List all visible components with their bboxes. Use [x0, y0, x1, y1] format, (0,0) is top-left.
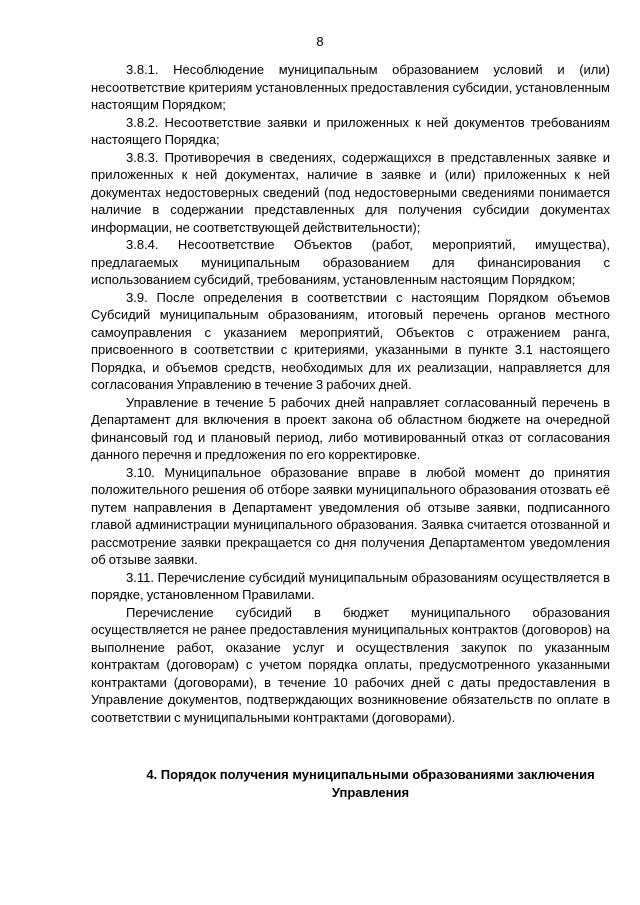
paragraph-upravlenie: Управление в течение 5 рабочих дней направляет согласованный перечень в Департамент для включения в проект закона об областном бюджете на очередной финансовый год и плановый период, либо мотивированный отказ от согласования данного перечня и предложения по его корректировке. [91, 394, 610, 462]
paragraph-perechislenie: Перечисление субсидий в бюджет муниципального образования осуществляется не ранее предоставления муниципальных контрактов (договоров) на выполнение работ, оказание услуг и осуществления закупок по указанным контрактам (договорам) с учетом порядка оплаты, предусмотренного указанными контрактами (договорами), в течение 10 рабочих дней с даты предоставления в Управление документов, подтверждающих возникновение обязательств по оплате в соответствии с муниципальными контрактами (договорами). [91, 604, 610, 725]
paragraph-3-8-2: 3.8.2. Несоответствие заявки и приложенных к ней документов требованиям настоящего Порядка; [91, 114, 610, 147]
paragraph-3-8-4: 3.8.4. Несоответствие Объектов (работ, мероприятий, имущества), предлагаемых муниципальным образованием для финансирования с использованием субсидий, требованиям, установленным настоящим Порядком; [91, 237, 610, 287]
document-body [91, 61, 610, 726]
paragraph-3-8-3: 3.8.3. Противоречия в сведениях, содержащихся в представленных заявке и приложенных к ней документах, наличие в заявке и (или) приложенных к ней документах недостоверных сведений (под недостоверными сведениями понимается наличие в содержании представленных для получения субсидии документах информации, не соответствующей действительности); [91, 149, 610, 235]
paragraph-3-9: 3.9. После определения в соответствии с настоящим Порядком объемов Субсидий муниципальным образованиям, итоговый перечень органов местного самоуправления с указанием мероприятий, Объектов с отражением ранга, присвоенного в соответствии с критериями, указанными в пункте 3.1 настоящего Порядка, и объемов средств, необходимых для их реализации, направляется для согласования Управлению в течение 3 рабочих дней. [91, 289, 610, 392]
page-number: 8 [316, 34, 324, 49]
paragraph-3-10: 3.10. Муниципальное образование вправе в любой момент до принятия положительного решения об отборе заявки муниципального образования отозвать её путем направления в Департамент уведомления об отзыве заявки, подписанного главой администрации муниципального образования. Заявка считается отозванной и рассмотрение заявки прекращается со дня получения Департаментом уведомления об отзыве заявки. [91, 464, 610, 567]
paragraph-3-11: 3.11. Перечисление субсидий муниципальным образованиям осуществляется в порядке, установленном Правилами. [91, 569, 610, 602]
paragraph-3-8-1: 3.8.1. Несоблюдение муниципальным образованием условий и (или) несоответствие критериям установленных предоставления субсидии, установленным настоящим Порядком; [91, 62, 610, 112]
section-heading: 4. Порядок получения муниципальными образованиями заключения Управления [146, 767, 595, 800]
